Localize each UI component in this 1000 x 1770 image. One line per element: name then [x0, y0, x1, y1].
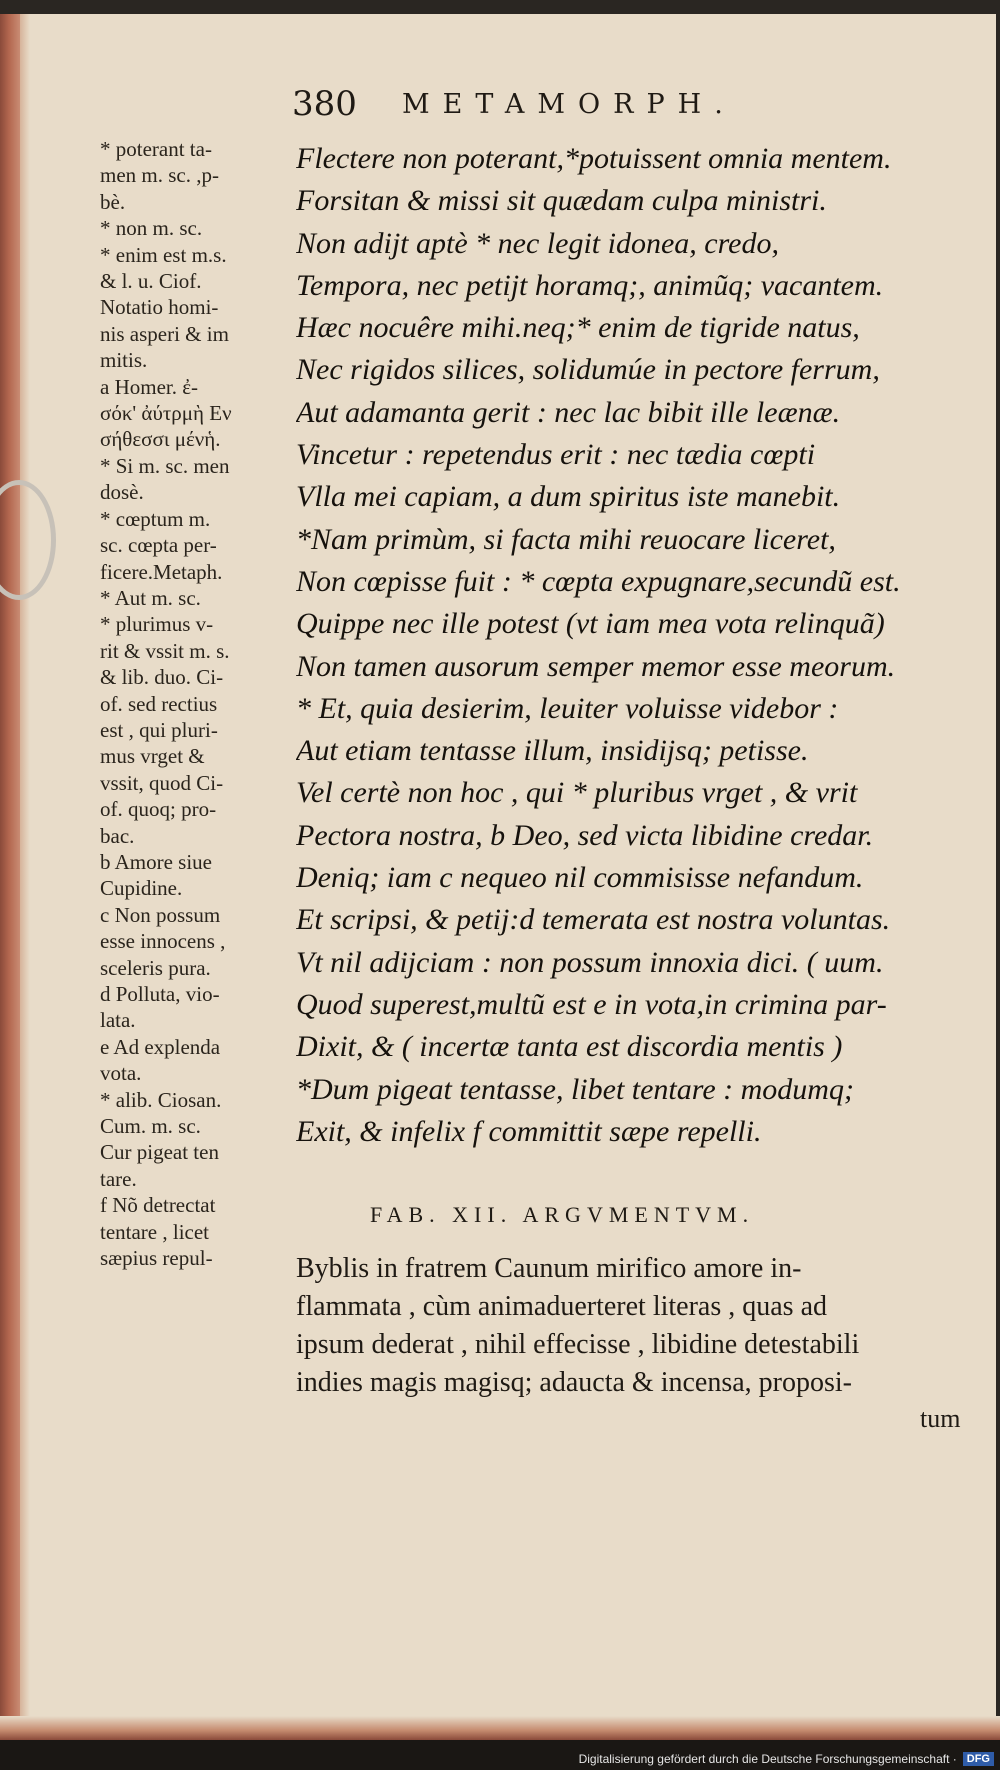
margin-note-line: mitis. [100, 348, 148, 373]
credit-text: Digitalisierung gefördert durch die Deutsche Forschungsgemeinschaft · [578, 1752, 957, 1766]
margin-note-line: b Amore siue [100, 849, 212, 874]
verse-line: Aut etiam tentasse illum, insidijsq; petisse. [296, 734, 809, 768]
book-edge [0, 14, 20, 1729]
margin-note-line: est , qui pluri- [100, 717, 218, 742]
verse-line: Forsitan & missi sit quædam culpa ministri. [296, 184, 827, 218]
margin-note-line: bac. [100, 823, 135, 848]
verse-line: Aut adamanta gerit : nec lac bibit ille leænæ. [296, 395, 841, 429]
margin-note-line: bè. [100, 189, 126, 214]
margin-note-line: * Aut m. sc. [100, 585, 201, 610]
margin-note-line: tentare , licet [100, 1219, 210, 1244]
margin-note-line: dosè. [100, 480, 144, 505]
fable-heading: FAB. XII. ARGVMENTVM. [370, 1202, 755, 1227]
margin-note-line: mus vrget & [100, 744, 205, 769]
verse-line: Exit, & infelix f committit sæpe repelli. [296, 1114, 762, 1148]
margin-note-line: vssit, quod Ci- [100, 770, 224, 795]
footer-credit [560, 1748, 1000, 1770]
scan-border-top [0, 0, 1000, 14]
verse-line: Vlla mei capiam, a dum spiritus iste manebit. [296, 480, 841, 514]
verse-line: Deniq; iam c nequeo nil commisisse nefandum. [296, 861, 864, 895]
verse-line: Flectere non poterant,*potuissent omnia mentem. [296, 142, 892, 175]
margin-note-line: vota. [100, 1061, 142, 1086]
verse-line: Pectora nostra, b Deo, sed victa libidine credar. [296, 818, 874, 852]
margin-note-line: σόκ' ἀύτρμὴ Εν [100, 401, 232, 426]
page-header [292, 80, 852, 128]
verse-line: Quod superest,multũ est e in vota,in crimina par- [296, 987, 887, 1021]
margin-note-line: rit & vssit m. s. [100, 638, 230, 663]
book-edge-shadow [20, 14, 30, 1729]
verse-line: Non cœpisse fuit : * cœpta expugnare,secundũ est. [296, 564, 901, 598]
margin-note-line: sæpius repul- [100, 1246, 213, 1271]
margin-note-line: * cœptum m. [100, 506, 211, 531]
margin-note-line: sceleris pura. [100, 955, 211, 980]
margin-note-line: lata. [100, 1008, 136, 1033]
margin-note-line: * enim est m.s. [100, 242, 227, 267]
margin-note-line: d Polluta, vio- [100, 982, 220, 1006]
margin-note-line: ficere.Metaph. [100, 559, 223, 584]
margin-note-line: & lib. duo. Ci- [100, 665, 224, 690]
verse-line: Hæc nocuêre mihi.neq;* enim de tigride natus, [296, 311, 860, 345]
margin-note-line: c Non possum [100, 902, 221, 927]
margin-note-line: Notatio homi- [100, 295, 219, 320]
margin-note-line: e Ad explenda [100, 1034, 221, 1059]
margin-note-line: & l. u. Ciof. [100, 269, 202, 294]
verse-line: *Dum pigeat tentasse, libet tentare : modumq; [296, 1072, 854, 1106]
margin-note-line: tare. [100, 1166, 137, 1191]
margin-note-line: of. quoq; pro- [100, 797, 217, 822]
verse-line: Vel certè non hoc , qui * pluribus vrget , & vrit [296, 776, 858, 810]
running-title: METAMORPH. [402, 88, 736, 120]
dfg-logo: DFG [963, 1752, 994, 1766]
page-number: 380 [292, 84, 357, 124]
binding-clip [0, 480, 56, 600]
argument-line: ipsum dederat , nihil effecisse , libidine detestabili [296, 1329, 860, 1360]
verse-line: Et scripsi, & petij:d temerata est nostra voluntas. [296, 903, 891, 937]
verse-line: *Nam primùm, si facta mihi reuocare liceret, [296, 522, 836, 556]
margin-note-line: a Homer. ἐ- [100, 374, 199, 399]
verse-line: * Et, quia desierim, leuiter voluisse videbor : [296, 691, 839, 725]
margin-note-line: sc. cœpta per- [100, 533, 217, 558]
verse-line: Dixit, & ( incertæ tanta est discordia mentis ) [296, 1030, 843, 1064]
margin-note-line: Cupidine. [100, 876, 183, 901]
verse-line: Tempora, nec petijt horamq;, animũq; vacantem. [296, 268, 884, 302]
verse-text [296, 138, 982, 1153]
argument-line: indies magis magisq; adaucta & incensa, proposi- [296, 1367, 852, 1398]
margin-notes [100, 136, 288, 1271]
margin-note-line: * poterant ta- [100, 137, 212, 161]
verse-line: Non adijt aptè * nec legit idonea, credo, [296, 226, 779, 260]
argument-text [296, 1250, 976, 1402]
margin-note-line: * plurimus v- [100, 612, 214, 637]
verse-line: Quippe nec ille potest (vt iam mea vota relinquã) [296, 607, 885, 641]
margin-note-line: * Si m. sc. men [100, 453, 230, 478]
verse-line: Non tamen ausorum semper memor esse meorum. [296, 649, 896, 683]
margin-note-line: of. sed rectius [100, 691, 218, 716]
verse-line: Nec rigidos silices, solidumúe in pectore ferrum, [296, 353, 880, 387]
argument-line: flammata , cùm animaduerteret literas , quas ad [296, 1291, 828, 1322]
margin-note-line: * alib. Ciosan. [100, 1087, 222, 1112]
page-bottom-edge [0, 1716, 1000, 1740]
margin-note-line: men m. sc. ,p- [100, 163, 219, 188]
scan-border-right [996, 0, 1000, 1740]
margin-note-line: Cur pigeat ten [100, 1140, 219, 1165]
catchword: tum [920, 1404, 961, 1433]
argument-line: Byblis in fratrem Caunum mirifico amore in- [296, 1253, 802, 1284]
verse-line: Vt nil adijciam : non possum innoxia dici. ( uum. [296, 945, 884, 979]
margin-note-line: * non m. sc. [100, 216, 203, 241]
margin-note-line: esse innocens , [100, 929, 226, 954]
verse-line: Vincetur : repetendus erit : nec tædia cœpti [296, 438, 816, 472]
margin-note-line: Cum. m. sc. [100, 1114, 201, 1139]
margin-note-line: f Nõ detrectat [100, 1193, 216, 1218]
margin-note-line: nis asperi & im [100, 321, 229, 346]
margin-note-line: σήθεσσι μένἡ. [100, 427, 221, 452]
